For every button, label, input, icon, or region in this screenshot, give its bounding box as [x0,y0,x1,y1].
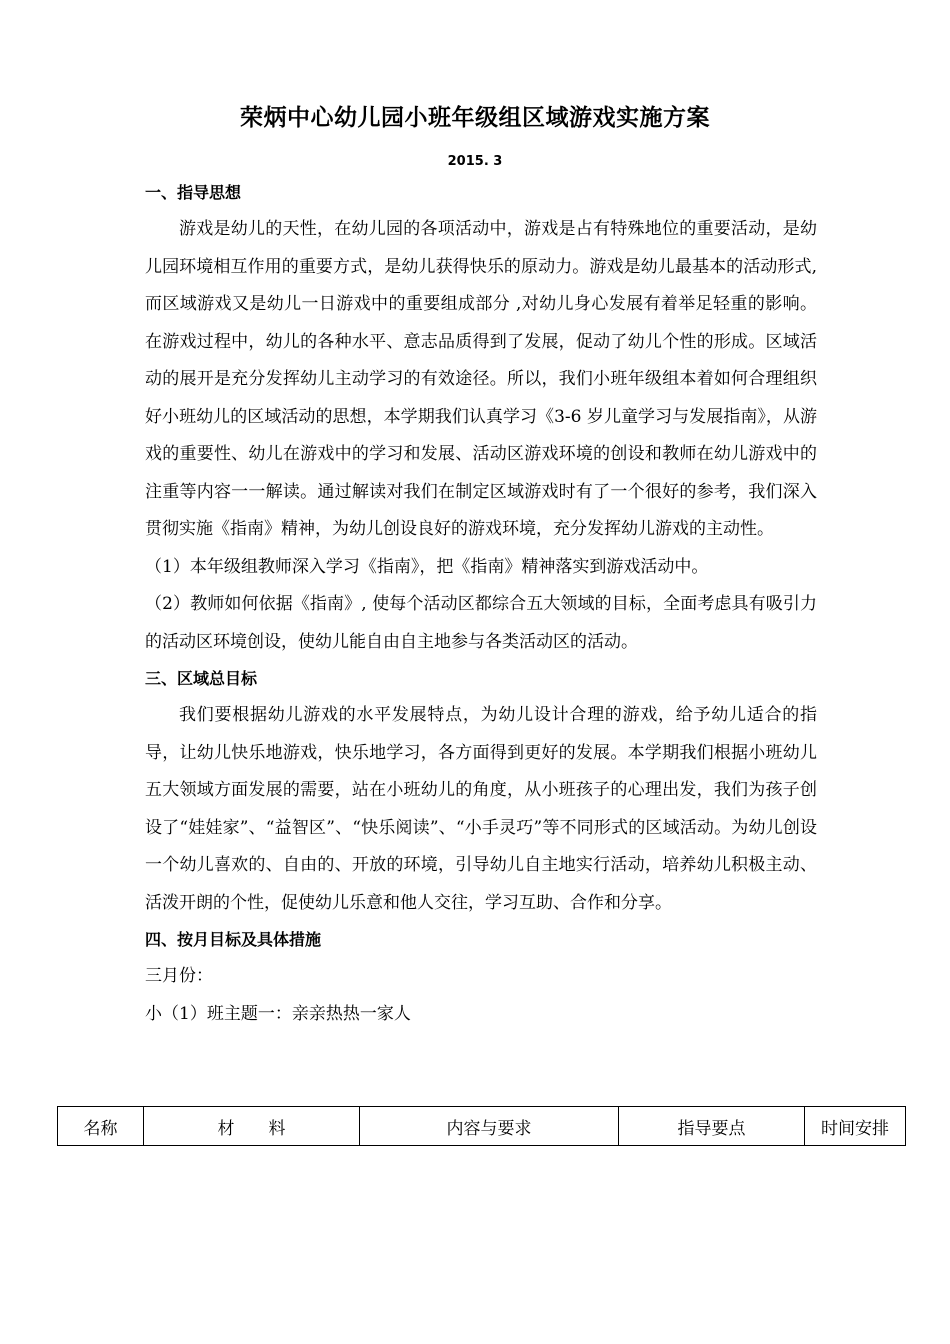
guiding-item-1: （1）本年级组教师深入学习《指南》，把《指南》精神落实到游戏活动中。 [145,556,709,577]
document-body [145,175,817,1033]
plan-table [57,1106,906,1146]
table-header-schedule: 时间安排 [805,1107,906,1146]
document-date: 2015. 3 [447,154,503,169]
section-heading-guiding: 一、指导思想 [145,183,242,202]
table-header-name: 名称 [58,1107,144,1146]
section-heading-goals: 三、区域总目标 [145,669,258,688]
month-label: 三月份： [145,966,213,986]
section-heading-monthly: 四、按月目标及具体措施 [145,930,322,949]
goals-paragraph: 我们要根据幼儿游戏的水平发展特点，为幼儿设计合理的游戏，给予幼儿适合的指导，让幼儿快乐地游戏，快乐地学习，各方面得到更好的发展。本学期我们根据小班幼儿五大领域方面发展的需要，站在小班幼儿的角度，从小班孩子的心理出发，我们为孩子创设了“娃娃家”、“益智区”、“快乐阅读”、“小手灵巧”等不同形式的区域活动。为幼儿创设一个幼儿喜欢的、自由的、开放的环境，引导幼儿自主地实行活动，培养幼儿积极主动、活泼开朗的个性，促使幼儿乐意和他人交往，学习互助、合作和分享。 [145,705,817,913]
guiding-item-2: （2）教师如何依据《指南》, 使每个活动区都综合五大领域的目标，全面考虑具有吸引力的活动区环境创设，使幼儿能自由自主地参与各类活动区的活动。 [145,594,817,652]
guiding-paragraph: 游戏是幼儿的天性，在幼儿园的各项活动中，游戏是占有特殊地位的重要活动，是幼儿园环境相互作用的重要方式，是幼儿获得快乐的原动力。游戏是幼儿最基本的活动形式,而区域游戏又是幼儿一日游戏中的重要组成部分 ,对幼儿身心发展有着举足轻重的影响。在游戏过程中，幼儿的各种水平、意志品质得到了发展，促动了幼儿个性的形成。区域活动的展开是充分发挥幼儿主动学习的有效途径。所以，我们小班年级组本着如何合理组织好小班幼儿的区域活动的思想，本学期我们认真学习《3-6 岁儿童学习与发展指南》，从游戏的重要性、幼儿在游戏中的学习和发展、活动区游戏环境的创设和教师在幼儿游戏中的注重等内容一一解读。通过解读对我们在制定区域游戏时有了一个很好的参考，我们深入贯彻实施《指南》精神，为幼儿创设良好的游戏环境，充分发挥幼儿游戏的主动性。 [145,219,817,539]
document-title: 荣炳中心幼儿园小班年级组区域游戏实施方案 [240,105,710,131]
table-header-row [58,1107,906,1146]
table-header-content: 内容与要求 [360,1107,619,1146]
table-header-materials: 材 料 [144,1107,360,1146]
table-header-guidance: 指导要点 [619,1107,805,1146]
theme-label: 小（1）班主题一：亲亲热热一家人 [145,1003,411,1024]
